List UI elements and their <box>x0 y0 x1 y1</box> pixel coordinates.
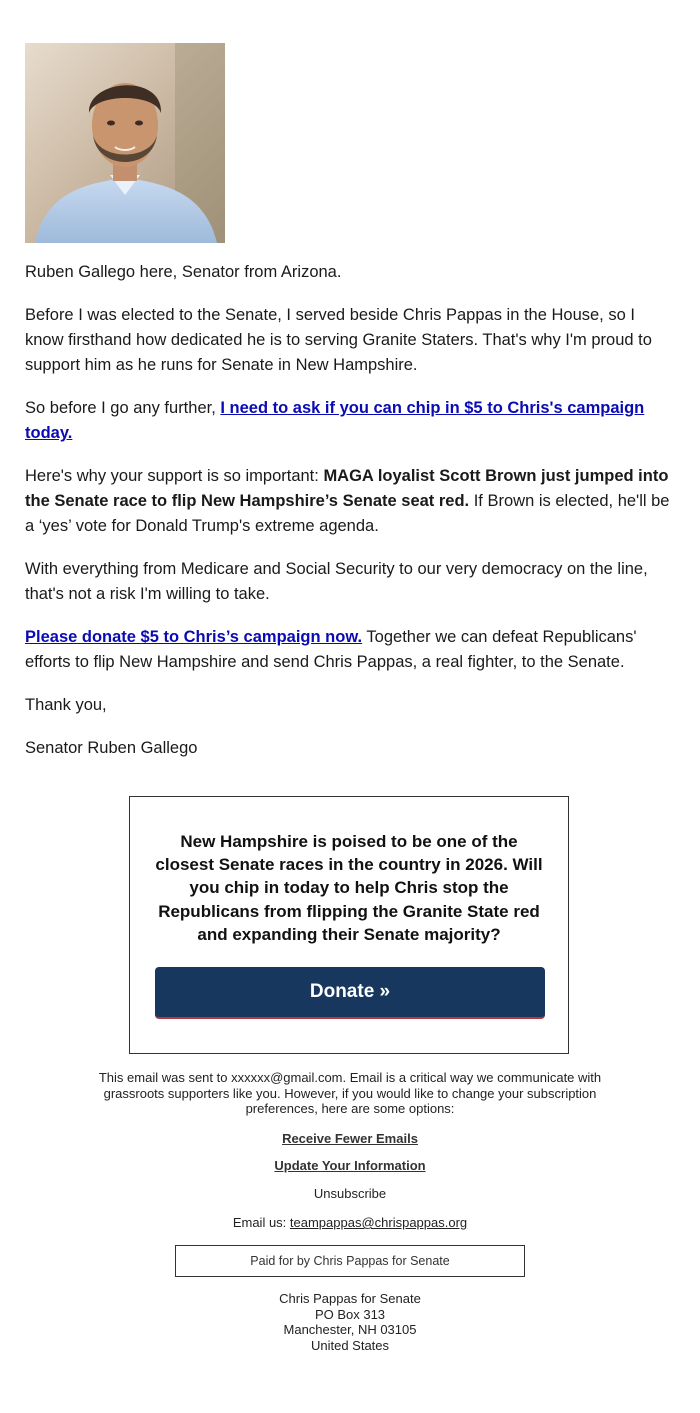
background-paragraph: Before I was elected to the Senate, I served beside Chris Pappas in the House, so I know firsthand how dedicated he is to serving Granite Staters. That's why I'm proud to support him as he runs for Senate in New Hampshire. <box>25 306 652 374</box>
donation-callout <box>129 796 569 1054</box>
donate-link[interactable]: Please donate $5 to Chris’s campaign now. <box>25 628 363 646</box>
why-tail: If Brown is elected, he'll be a ‘yes’ vote for Donald Trump's extreme agenda. <box>25 492 670 535</box>
ask-lead: So before I go any further, <box>25 399 221 417</box>
callout-text: New Hampshire is poised to be one of the closest Senate races in the country in 2026. Will you chip in today to help Chris stop the Republicans from flipping the Granite State red and expanding their Senate majority? <box>155 832 543 944</box>
why-lead: Here's why your support is so important: <box>25 467 324 485</box>
contact-email-line <box>75 1215 625 1230</box>
ask-paragraph <box>25 396 675 446</box>
receive-fewer-emails-link[interactable]: Receive Fewer Emails <box>282 1131 418 1146</box>
risk-paragraph: With everything from Medicare and Social Security to our very democracy on the line, that's not a risk I'm willing to take. <box>25 560 648 603</box>
address-line-1: Chris Pappas for Senate <box>279 1291 421 1306</box>
update-information-link[interactable]: Update Your Information <box>274 1158 426 1173</box>
address-line-3: Manchester, NH 03105 <box>283 1322 417 1337</box>
message-body <box>25 260 675 761</box>
receive-fewer-emails-link-wrap <box>75 1131 625 1146</box>
donate-paragraph <box>25 625 675 675</box>
address-line-4: United States <box>310 1337 390 1353</box>
email-label: Email us: <box>232 1215 290 1230</box>
mailing-address <box>75 1291 625 1353</box>
why-bold: MAGA loyalist Scott Brown just jumped into the Senate race to flip New Hampshire’s Senate seat red. <box>25 467 669 510</box>
why-paragraph <box>25 464 675 539</box>
update-information-link-wrap <box>75 1158 625 1173</box>
email-address-link[interactable]: teampappas@chrispappas.org <box>289 1215 468 1230</box>
thank-you: Thank you, <box>25 696 107 714</box>
donate-button[interactable]: Donate » <box>155 967 545 1019</box>
footer-notice: This email was sent to xxxxxx@gmail.com. Email is a critical way we communicate with grassroots supporters like you. However, if you would like to change your subscription preferences, here are some options: <box>98 1070 602 1116</box>
email-body <box>25 43 675 779</box>
unsubscribe-link[interactable]: Unsubscribe <box>313 1186 387 1201</box>
address-line-2: PO Box 313 <box>314 1306 386 1322</box>
paid-for-disclaimer: Paid for by Chris Pappas for Senate <box>175 1245 525 1277</box>
signature: Senator Ruben Gallego <box>25 739 198 757</box>
chip-in-link[interactable]: I need to ask if you can chip in $5 to Chris's campaign today. <box>25 399 645 442</box>
donate-tail: Together we can defeat Republicans' efforts to flip New Hampshire and send Chris Pappas, a real fighter, to the Senate. <box>25 628 637 671</box>
senator-photo <box>25 43 225 243</box>
intro-paragraph: Ruben Gallego here, Senator from Arizona. <box>25 263 342 281</box>
